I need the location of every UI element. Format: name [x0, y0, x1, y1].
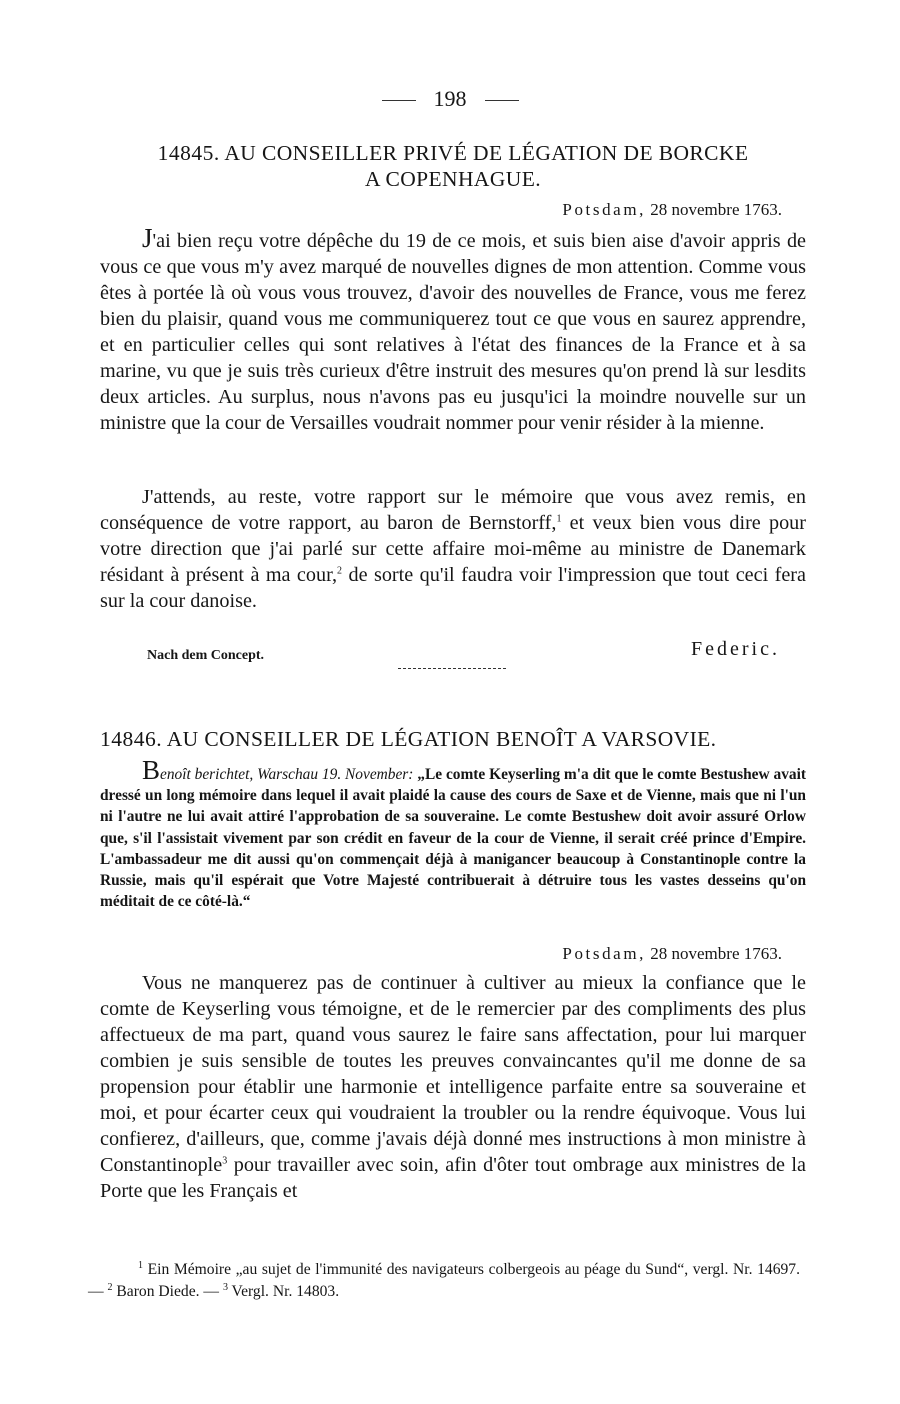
paragraph-text: pour travailler avec soin, afin d'ôter tout ombrage aux ministres de la Porte que les Français et: [100, 1154, 806, 1202]
header-dash-left: [382, 100, 416, 101]
paragraph-text: J'attends, au reste, votre rapport sur le mémoire que vous avez remis, en conséquence de votre rapport, au baron de Bernstorff,: [100, 486, 806, 534]
letter-dateline: [562, 944, 782, 964]
footnote-ref[interactable]: 1: [556, 513, 562, 525]
footnotes: [88, 1259, 800, 1303]
letter-paragraph: [100, 970, 806, 1204]
paragraph-text: 'ai bien reçu votre dépêche du 19 de ce mois, et suis bien aise d'avoir appris de vous ce que vous m'y avez marqué de nouvelles dignes de mon attention. Comme vous êtes à portée là où vous vous trouvez, d'avoir des nouvelles de France, vous me ferez bien du plaisir, quand vous me communiquerez tout ce que vous en saurez apprendre, et en particulier celles qui sont relatives à l'état des finances de la France et à sa marine, vu que je suis très curieux d'être instruit des mesures qu'on prend là sur lesdits deux articles. Au surplus, nous n'avons pas eu jusqu'ici la moindre nouvelle sur un ministre que la cour de Versailles voudrait nommer pour venir résider à la mienne.: [100, 230, 806, 434]
footnote-text: Baron Diede. —: [112, 1283, 223, 1300]
page-number: 198: [433, 86, 467, 111]
footnote-ref[interactable]: 3: [222, 1155, 228, 1167]
letter-heading: [100, 140, 806, 192]
report-lead: enoît berichtet, Warschau 19. November:: [160, 766, 414, 783]
letter-dateline: [562, 200, 782, 220]
letter-heading-line1: AU CONSEILLER DE LÉGATION BENOÎT A VARSOVIE.: [166, 727, 717, 751]
report-paragraph: [100, 755, 806, 912]
dateline-date: 28 novembre 1763.: [650, 200, 782, 219]
source-note: Nach dem Concept.: [147, 648, 265, 663]
page-header: [0, 86, 900, 112]
signature: Federic.: [691, 638, 780, 660]
section-separator: [398, 668, 506, 669]
letter-heading-line2: A COPENHAGUE.: [364, 167, 541, 191]
dateline-date: 28 novembre 1763.: [650, 944, 782, 963]
footnote-mark: 1: [138, 1259, 143, 1271]
letter-heading-line1: AU CONSEILLER PRIVÉ DE LÉGATION DE BORCKE: [224, 141, 749, 165]
letter-number: 14846.: [100, 727, 163, 751]
dateline-place: Potsdam,: [562, 944, 647, 963]
paragraph-text: et veux bien vous dire pour votre direction que j'ai parlé sur cette affaire moi-même au ministre de Danemark résidant à présent à ma cour,: [100, 512, 806, 586]
footnote-text: Ein Mémoire „au sujet de l'immunité des navigateurs colbergeois au péage du Sund“, vergl. Nr. 14697. —: [88, 1261, 800, 1300]
paragraph-text: Vous ne manquerez pas de continuer à cultiver au mieux la confiance que le comte de Keyserling vous témoigne, et de le remercier par des compliments des plus affectueux de ma part, quand vous saurez le faire sans affectation, pour lui marquer combien je suis sensible de toutes les preuves convaincantes qu'il me donne de sa propension pour établir une harmonie et intelligence parfaite entre sa souveraine et moi, et pour écarter ceux qui voudraient la troubler ou la rendre équivoque. Vous lui confierez, d'ailleurs, que, comme j'avais déjà donné mes instructions à mon ministre à Constantinople: [100, 972, 806, 1176]
footnote-text: Vergl. Nr. 14803.: [227, 1283, 340, 1300]
header-dash-right: [485, 100, 519, 101]
letter-number: 14845.: [157, 141, 220, 165]
letter-paragraph: [100, 484, 806, 614]
drop-initial: B: [142, 755, 161, 785]
drop-initial: J: [142, 223, 153, 253]
dateline-place: Potsdam,: [562, 200, 647, 219]
letter-paragraph: [100, 225, 806, 436]
report-quote: „Le comte Keyserling m'a dit que le comte Bestushew avait dressé un long mémoire dans lequel il avait plaidé la cause des cours de Saxe et de Vienne, mais que ni l'un ni l'autre ne lui avait attiré l'approbation de sa souveraine. Le comte Bestushew doit avoir assuré Orlow que, s'il l'assistait vivement par son crédit en faveur de la cour de Vienne, il serait créé prince d'Empire. L'ambassadeur me dit aussi qu'on commençait déjà à manigancer beaucoup à Constantinople contre la Russie, mais qu'il espérait que Votre Majesté contribuerait à détruire tous les vastes desseins qu'on méditait de ce côté-là.“: [100, 766, 806, 911]
footnote-mark: 2: [107, 1281, 113, 1293]
letter-heading: [100, 726, 806, 752]
paragraph-text: de sorte qu'il faudra voir l'impression que tout ceci fera sur la cour danoise.: [100, 564, 806, 612]
footnote-mark: 3: [222, 1281, 228, 1293]
footnote-ref[interactable]: 2: [337, 565, 343, 577]
